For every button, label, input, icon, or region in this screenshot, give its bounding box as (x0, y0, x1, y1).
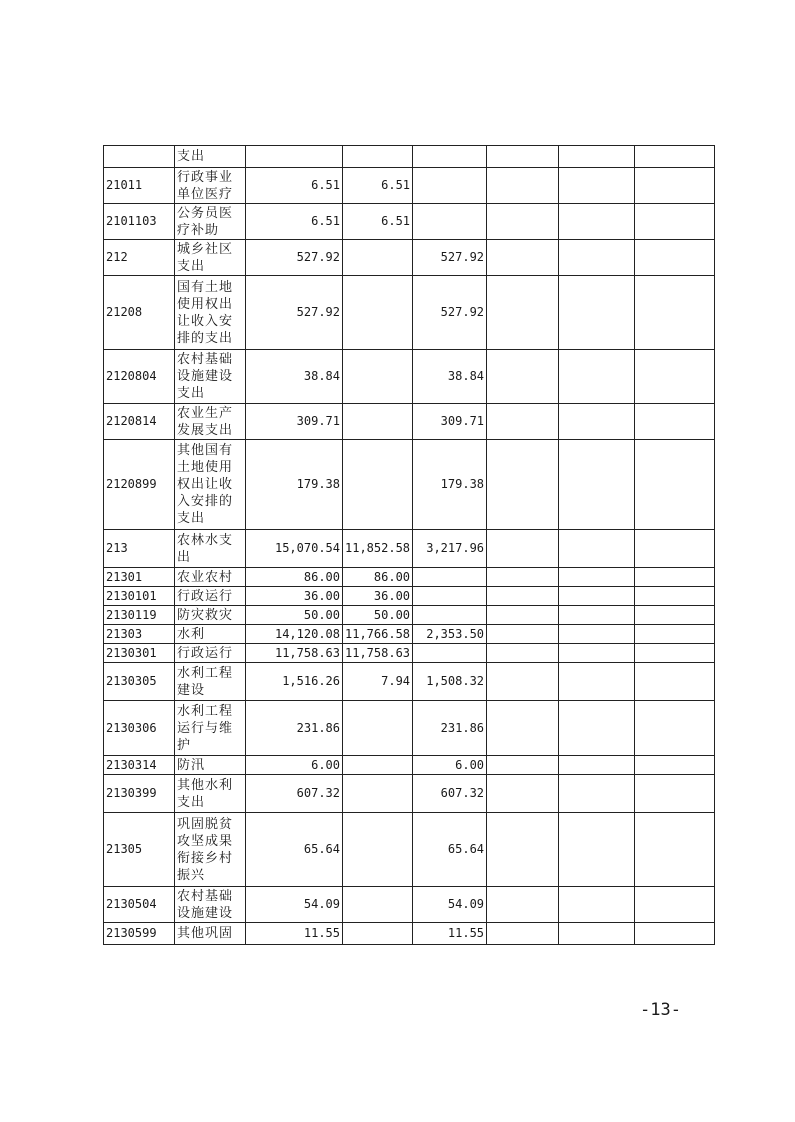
total-cell: 1,516.26 (246, 663, 343, 701)
total-cell: 607.32 (246, 775, 343, 813)
basic-cell (343, 404, 413, 440)
empty-cell (635, 625, 715, 644)
basic-cell: 86.00 (343, 568, 413, 587)
name-cell: 行政运行 (175, 587, 246, 606)
table-row (104, 663, 715, 701)
project-cell: 607.32 (413, 775, 487, 813)
project-cell (413, 644, 487, 663)
empty-cell (487, 276, 559, 350)
basic-cell (343, 240, 413, 276)
empty-cell (635, 663, 715, 701)
project-cell: 179.38 (413, 440, 487, 530)
name-cell: 行政事业单位医疗 (175, 168, 246, 204)
code-cell: 2130399 (104, 775, 175, 813)
empty-cell (635, 404, 715, 440)
empty-cell (487, 168, 559, 204)
empty-cell (487, 923, 559, 945)
empty-cell (487, 813, 559, 887)
project-cell (413, 204, 487, 240)
basic-cell: 11,758.63 (343, 644, 413, 663)
code-cell: 2130119 (104, 606, 175, 625)
name-cell: 水利工程建设 (175, 663, 246, 701)
empty-cell (487, 204, 559, 240)
empty-cell (559, 404, 635, 440)
empty-cell (487, 530, 559, 568)
code-cell: 2130101 (104, 587, 175, 606)
empty-cell (487, 146, 559, 168)
total-cell: 231.86 (246, 701, 343, 756)
name-cell: 农林水支出 (175, 530, 246, 568)
empty-cell (635, 923, 715, 945)
total-cell: 38.84 (246, 350, 343, 404)
empty-cell (487, 404, 559, 440)
total-cell: 65.64 (246, 813, 343, 887)
code-cell: 21305 (104, 813, 175, 887)
empty-cell (635, 568, 715, 587)
table-row (104, 350, 715, 404)
name-cell: 农业农村 (175, 568, 246, 587)
empty-cell (635, 644, 715, 663)
project-cell (413, 568, 487, 587)
code-cell: 21303 (104, 625, 175, 644)
table-row (104, 530, 715, 568)
code-cell: 2130314 (104, 756, 175, 775)
code-cell: 213 (104, 530, 175, 568)
total-cell: 36.00 (246, 587, 343, 606)
table-row (104, 146, 715, 168)
empty-cell (487, 887, 559, 923)
empty-cell (487, 663, 559, 701)
basic-cell: 7.94 (343, 663, 413, 701)
empty-cell (559, 568, 635, 587)
project-cell: 11.55 (413, 923, 487, 945)
page-number: -13- (640, 1000, 681, 1020)
total-cell: 54.09 (246, 887, 343, 923)
total-cell: 50.00 (246, 606, 343, 625)
empty-cell (487, 625, 559, 644)
table-row (104, 756, 715, 775)
empty-cell (559, 204, 635, 240)
table-row (104, 775, 715, 813)
code-cell (104, 146, 175, 168)
empty-cell (487, 240, 559, 276)
basic-cell (343, 887, 413, 923)
project-cell: 527.92 (413, 240, 487, 276)
empty-cell (635, 240, 715, 276)
name-cell: 城乡社区支出 (175, 240, 246, 276)
basic-cell: 6.51 (343, 168, 413, 204)
basic-cell (343, 440, 413, 530)
empty-cell (559, 701, 635, 756)
basic-cell (343, 276, 413, 350)
code-cell: 2130599 (104, 923, 175, 945)
empty-cell (635, 887, 715, 923)
empty-cell (635, 530, 715, 568)
total-cell: 527.92 (246, 276, 343, 350)
name-cell: 其他水利支出 (175, 775, 246, 813)
table-row (104, 440, 715, 530)
total-cell: 6.51 (246, 204, 343, 240)
empty-cell (559, 440, 635, 530)
table-row (104, 701, 715, 756)
basic-cell: 50.00 (343, 606, 413, 625)
project-cell: 65.64 (413, 813, 487, 887)
empty-cell (487, 606, 559, 625)
name-cell: 公务员医疗补助 (175, 204, 246, 240)
basic-cell (343, 146, 413, 168)
empty-cell (635, 606, 715, 625)
empty-cell (635, 204, 715, 240)
name-cell: 巩固脱贫攻坚成果衔接乡村振兴 (175, 813, 246, 887)
code-cell: 2120899 (104, 440, 175, 530)
table-row (104, 404, 715, 440)
code-cell: 2120804 (104, 350, 175, 404)
table-row (104, 644, 715, 663)
empty-cell (559, 606, 635, 625)
empty-cell (487, 440, 559, 530)
project-cell: 6.00 (413, 756, 487, 775)
total-cell: 15,070.54 (246, 530, 343, 568)
table-row (104, 923, 715, 945)
empty-cell (487, 587, 559, 606)
budget-table (103, 145, 715, 945)
basic-cell (343, 775, 413, 813)
name-cell: 农村基础设施建设支出 (175, 350, 246, 404)
total-cell: 11.55 (246, 923, 343, 945)
empty-cell (559, 923, 635, 945)
empty-cell (487, 701, 559, 756)
project-cell (413, 587, 487, 606)
project-cell: 54.09 (413, 887, 487, 923)
name-cell: 其他巩固 (175, 923, 246, 945)
code-cell: 212 (104, 240, 175, 276)
empty-cell (487, 756, 559, 775)
name-cell: 行政运行 (175, 644, 246, 663)
name-cell: 水利工程运行与维护 (175, 701, 246, 756)
project-cell: 2,353.50 (413, 625, 487, 644)
project-cell (413, 606, 487, 625)
name-cell: 防汛 (175, 756, 246, 775)
empty-cell (559, 168, 635, 204)
total-cell: 527.92 (246, 240, 343, 276)
code-cell: 21208 (104, 276, 175, 350)
basic-cell (343, 350, 413, 404)
basic-cell (343, 923, 413, 945)
total-cell: 86.00 (246, 568, 343, 587)
empty-cell (487, 568, 559, 587)
name-cell: 农业生产发展支出 (175, 404, 246, 440)
name-cell: 国有土地使用权出让收入安排的支出 (175, 276, 246, 350)
table-row (104, 587, 715, 606)
code-cell: 2130306 (104, 701, 175, 756)
empty-cell (559, 530, 635, 568)
project-cell: 309.71 (413, 404, 487, 440)
total-cell: 309.71 (246, 404, 343, 440)
empty-cell (635, 146, 715, 168)
total-cell: 14,120.08 (246, 625, 343, 644)
total-cell: 11,758.63 (246, 644, 343, 663)
table-row (104, 168, 715, 204)
total-cell (246, 146, 343, 168)
name-cell: 农村基础设施建设 (175, 887, 246, 923)
total-cell: 179.38 (246, 440, 343, 530)
empty-cell (559, 625, 635, 644)
empty-cell (487, 644, 559, 663)
budget-table-body (104, 146, 715, 945)
empty-cell (635, 587, 715, 606)
project-cell: 3,217.96 (413, 530, 487, 568)
table-row (104, 625, 715, 644)
empty-cell (635, 701, 715, 756)
table-row (104, 276, 715, 350)
project-cell: 1,508.32 (413, 663, 487, 701)
code-cell: 2130305 (104, 663, 175, 701)
code-cell: 21301 (104, 568, 175, 587)
empty-cell (635, 276, 715, 350)
name-cell: 水利 (175, 625, 246, 644)
project-cell (413, 168, 487, 204)
total-cell: 6.51 (246, 168, 343, 204)
empty-cell (559, 887, 635, 923)
table-row (104, 568, 715, 587)
table-row (104, 887, 715, 923)
project-cell (413, 146, 487, 168)
empty-cell (559, 146, 635, 168)
empty-cell (559, 587, 635, 606)
empty-cell (487, 350, 559, 404)
empty-cell (559, 756, 635, 775)
name-cell: 支出 (175, 146, 246, 168)
empty-cell (559, 813, 635, 887)
empty-cell (635, 440, 715, 530)
basic-cell: 11,766.58 (343, 625, 413, 644)
basic-cell: 36.00 (343, 587, 413, 606)
empty-cell (559, 240, 635, 276)
empty-cell (635, 756, 715, 775)
empty-cell (559, 644, 635, 663)
project-cell: 38.84 (413, 350, 487, 404)
total-cell: 6.00 (246, 756, 343, 775)
basic-cell: 6.51 (343, 204, 413, 240)
table-row (104, 606, 715, 625)
project-cell: 231.86 (413, 701, 487, 756)
empty-cell (635, 350, 715, 404)
basic-cell (343, 756, 413, 775)
project-cell: 527.92 (413, 276, 487, 350)
empty-cell (559, 775, 635, 813)
budget-table-container (103, 145, 715, 945)
table-row (104, 813, 715, 887)
name-cell: 防灾救灾 (175, 606, 246, 625)
code-cell: 2120814 (104, 404, 175, 440)
basic-cell (343, 701, 413, 756)
empty-cell (487, 775, 559, 813)
name-cell: 其他国有土地使用权出让收入安排的支出 (175, 440, 246, 530)
code-cell: 2130504 (104, 887, 175, 923)
empty-cell (635, 168, 715, 204)
empty-cell (635, 775, 715, 813)
basic-cell (343, 813, 413, 887)
table-row (104, 240, 715, 276)
basic-cell: 11,852.58 (343, 530, 413, 568)
code-cell: 21011 (104, 168, 175, 204)
empty-cell (559, 276, 635, 350)
empty-cell (635, 813, 715, 887)
table-row (104, 204, 715, 240)
empty-cell (559, 350, 635, 404)
code-cell: 2130301 (104, 644, 175, 663)
code-cell: 2101103 (104, 204, 175, 240)
empty-cell (559, 663, 635, 701)
